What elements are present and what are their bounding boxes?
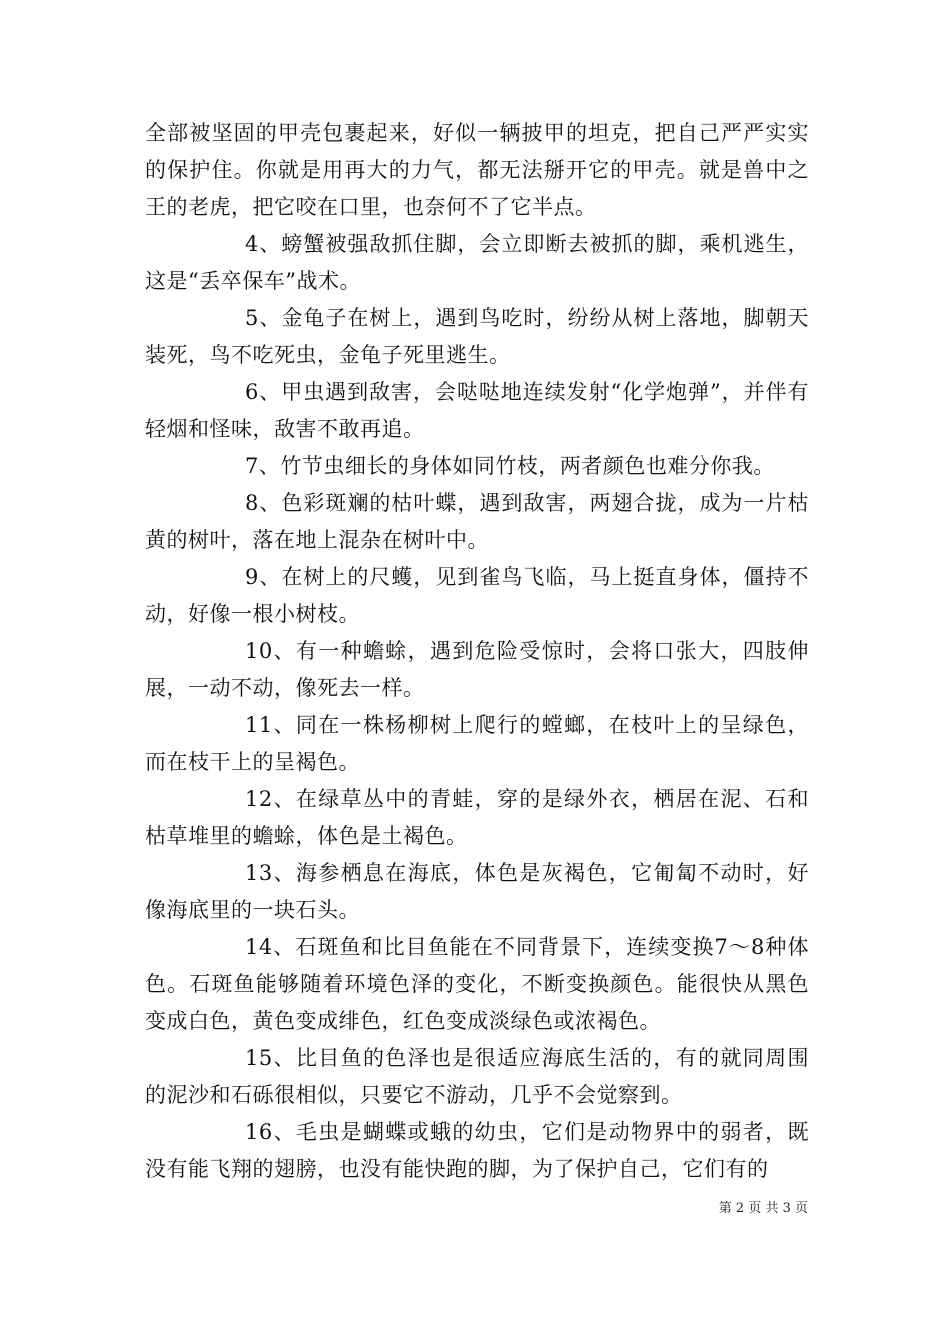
paragraph-item-14: 14、石斑鱼和比目鱼能在不同背景下，连续变换7～8种体色。石斑鱼能够随着环境色泽的变化，不断变换颜色。能很快从黑色变成白色，黄色变成绯色，红色变成淡绿色或浓褐色。 [145,935,809,1033]
paragraph-item-12: 12、在绿草丛中的青蛙，穿的是绿外衣，栖居在泥、石和枯草堆里的蟾蜍，体色是土褐色。 [145,787,809,848]
page-number-footer: 第 2 页 共 3 页 [718,1201,808,1216]
paragraph-item-9: 9、在树上的尺蠖，见到雀鸟飞临，马上挺直身体，僵持不动，好像一根小树枝。 [145,565,809,626]
paragraph-item-11: 11、同在一株杨柳树上爬行的螳螂，在枝叶上的呈绿色，而在枝干上的呈褐色。 [145,713,809,774]
paragraph-item-16: 16、毛虫是蝴蝶或蛾的幼虫，它们是动物界中的弱者，既没有能飞翔的翅膀，也没有能快跑的脚，为了保护自己，它们有的 [145,1120,809,1181]
paragraph-item-15: 15、比目鱼的色泽也是很适应海底生活的，有的就同周围的泥沙和石砾很相似，只要它不游动，几乎不会觉察到。 [145,1046,809,1107]
paragraph-item-7: 7、竹节虫细长的身体如同竹枝，两者颜色也难分你我。 [245,454,775,478]
document-body [145,115,809,1188]
paragraph-item-4: 4、螃蟹被强敌抓住脚，会立即断去被抓的脚，乘机逃生，这是“丢卒保车”战术。 [145,232,809,293]
paragraph-item-6: 6、甲虫遇到敌害，会哒哒地连续发射“化学炮弹”，并伴有轻烟和怪味，敌害不敢再追。 [145,380,809,441]
paragraph-item-8: 8、色彩斑斓的枯叶蝶，遇到敌害，两翅合拢，成为一片枯黄的树叶，落在地上混杂在树叶中。 [145,491,809,552]
paragraph-item-5: 5、金龟子在树上，遇到鸟吃时，纷纷从树上落地，脚朝天装死，鸟不吃死虫，金龟子死里逃生。 [145,306,809,367]
paragraph-continuation: 全部被坚固的甲壳包裹起来，好似一辆披甲的坦克，把自己严严实实的保护住。你就是用再大的力气，都无法掰开它的甲壳。就是兽中之王的老虎，把它咬在口里，也奈何不了它半点。 [145,121,809,219]
paragraph-item-13: 13、海参栖息在海底，体色是灰褐色，它匍匐不动时，好像海底里的一块石头。 [145,861,809,922]
paragraph-item-10: 10、有一种蟾蜍，遇到危险受惊时，会将口张大，四肢伸展，一动不动，像死去一样。 [145,639,809,700]
